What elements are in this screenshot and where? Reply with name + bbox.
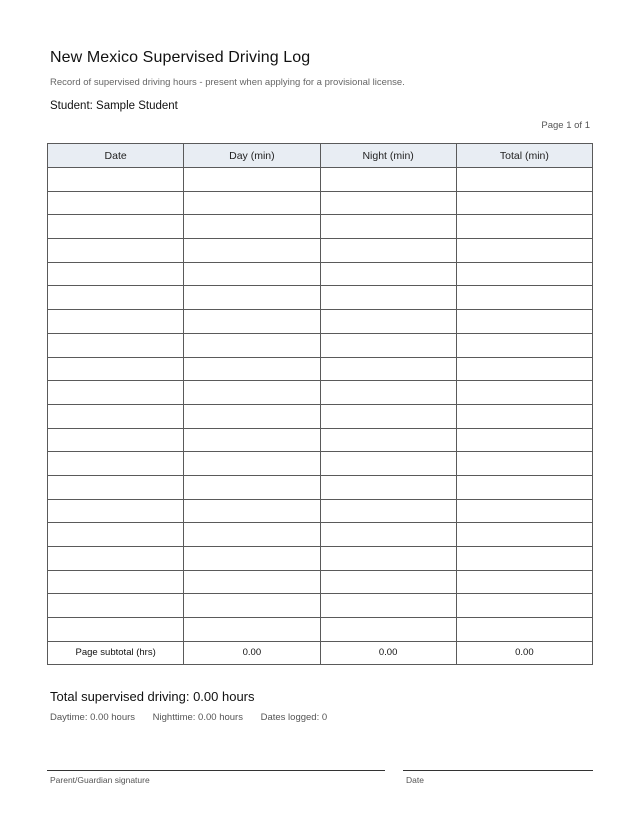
cell-date[interactable] — [48, 239, 184, 263]
cell-day[interactable] — [184, 404, 320, 428]
cell-date[interactable] — [48, 286, 184, 310]
cell-night[interactable] — [320, 381, 456, 405]
total-summary-title: Total supervised driving: 0.00 hours — [50, 689, 255, 704]
cell-date[interactable] — [48, 452, 184, 476]
cell-date[interactable] — [48, 594, 184, 618]
cell-night[interactable] — [320, 594, 456, 618]
cell-total[interactable] — [456, 618, 592, 642]
cell-night[interactable] — [320, 333, 456, 357]
signature-label: Parent/Guardian signature — [50, 775, 150, 785]
totals-breakdown — [50, 712, 342, 723]
cell-total[interactable] — [456, 168, 592, 192]
column-header-date: Date — [48, 144, 184, 168]
cell-night[interactable] — [320, 499, 456, 523]
column-header-day: Day (min) — [184, 144, 320, 168]
driving-log-table — [47, 143, 593, 665]
column-header-total: Total (min) — [456, 144, 592, 168]
cell-night[interactable] — [320, 191, 456, 215]
cell-total[interactable] — [456, 191, 592, 215]
table-row — [48, 523, 593, 547]
table-row — [48, 286, 593, 310]
table-row — [48, 168, 593, 192]
cell-date[interactable] — [48, 523, 184, 547]
table-row — [48, 262, 593, 286]
cell-night[interactable] — [320, 239, 456, 263]
cell-date[interactable] — [48, 428, 184, 452]
cell-night[interactable] — [320, 570, 456, 594]
cell-total[interactable] — [456, 333, 592, 357]
signature-line[interactable] — [47, 770, 385, 771]
table-row — [48, 404, 593, 428]
cell-day[interactable] — [184, 215, 320, 239]
cell-date[interactable] — [48, 191, 184, 215]
cell-total[interactable] — [456, 381, 592, 405]
cell-date[interactable] — [48, 333, 184, 357]
cell-date[interactable] — [48, 168, 184, 192]
cell-total[interactable] — [456, 594, 592, 618]
cell-total[interactable] — [456, 523, 592, 547]
cell-date[interactable] — [48, 547, 184, 571]
cell-day[interactable] — [184, 239, 320, 263]
table-row — [48, 381, 593, 405]
cell-total[interactable] — [456, 428, 592, 452]
cell-night[interactable] — [320, 215, 456, 239]
cell-date[interactable] — [48, 381, 184, 405]
cell-night[interactable] — [320, 523, 456, 547]
page-title: New Mexico Supervised Driving Log — [50, 49, 311, 66]
table-row — [48, 191, 593, 215]
cell-night[interactable] — [320, 428, 456, 452]
nighttime-total: Nighttime: 0.00 hours — [152, 712, 243, 723]
table-row — [48, 428, 593, 452]
cell-date[interactable] — [48, 618, 184, 642]
cell-night[interactable] — [320, 475, 456, 499]
table-body — [48, 168, 593, 642]
table-header-row — [48, 144, 593, 168]
cell-date[interactable] — [48, 310, 184, 334]
cell-day[interactable] — [184, 475, 320, 499]
page-subtitle: Record of supervised driving hours - present when applying for a provisional license. — [50, 77, 405, 88]
cell-day[interactable] — [184, 547, 320, 571]
cell-night[interactable] — [320, 547, 456, 571]
cell-total[interactable] — [456, 570, 592, 594]
cell-day[interactable] — [184, 499, 320, 523]
cell-total[interactable] — [456, 262, 592, 286]
table-row — [48, 452, 593, 476]
cell-total[interactable] — [456, 239, 592, 263]
table-row — [48, 357, 593, 381]
table-row — [48, 333, 593, 357]
table-row — [48, 499, 593, 523]
subtotal-row — [48, 641, 593, 664]
cell-night[interactable] — [320, 618, 456, 642]
cell-night[interactable] — [320, 168, 456, 192]
cell-day[interactable] — [184, 452, 320, 476]
table-row — [48, 547, 593, 571]
cell-total[interactable] — [456, 357, 592, 381]
cell-total[interactable] — [456, 475, 592, 499]
subtotal-night: 0.00 — [320, 641, 456, 664]
cell-date[interactable] — [48, 215, 184, 239]
cell-date[interactable] — [48, 475, 184, 499]
cell-day[interactable] — [184, 381, 320, 405]
cell-night[interactable] — [320, 310, 456, 334]
daytime-total: Daytime: 0.00 hours — [50, 712, 136, 723]
cell-day[interactable] — [184, 618, 320, 642]
cell-total[interactable] — [456, 286, 592, 310]
table-row — [48, 239, 593, 263]
page-number: Page 1 of 1 — [541, 120, 590, 131]
dates-logged: Dates logged: 0 — [260, 712, 328, 723]
cell-total[interactable] — [456, 452, 592, 476]
cell-night[interactable] — [320, 286, 456, 310]
cell-night[interactable] — [320, 452, 456, 476]
cell-day[interactable] — [184, 570, 320, 594]
cell-total[interactable] — [456, 404, 592, 428]
cell-night[interactable] — [320, 404, 456, 428]
date-label: Date — [406, 775, 424, 785]
cell-day[interactable] — [184, 333, 320, 357]
cell-day[interactable] — [184, 191, 320, 215]
cell-night[interactable] — [320, 357, 456, 381]
cell-day[interactable] — [184, 310, 320, 334]
cell-date[interactable] — [48, 357, 184, 381]
cell-date[interactable] — [48, 570, 184, 594]
cell-date[interactable] — [48, 499, 184, 523]
cell-day[interactable] — [184, 168, 320, 192]
cell-day[interactable] — [184, 594, 320, 618]
column-header-night: Night (min) — [320, 144, 456, 168]
cell-total[interactable] — [456, 310, 592, 334]
subtotal-day: 0.00 — [184, 641, 320, 664]
cell-date[interactable] — [48, 404, 184, 428]
cell-day[interactable] — [184, 428, 320, 452]
date-line[interactable] — [403, 770, 593, 771]
cell-date[interactable] — [48, 262, 184, 286]
cell-night[interactable] — [320, 262, 456, 286]
table-row — [48, 618, 593, 642]
cell-day[interactable] — [184, 357, 320, 381]
table-row — [48, 475, 593, 499]
subtotal-label: Page subtotal (hrs) — [48, 641, 184, 664]
cell-total[interactable] — [456, 215, 592, 239]
table-row — [48, 310, 593, 334]
cell-day[interactable] — [184, 523, 320, 547]
cell-total[interactable] — [456, 547, 592, 571]
student-name: Student: Sample Student — [50, 100, 178, 112]
cell-total[interactable] — [456, 499, 592, 523]
cell-day[interactable] — [184, 262, 320, 286]
subtotal-total: 0.00 — [456, 641, 592, 664]
table-row — [48, 594, 593, 618]
cell-day[interactable] — [184, 286, 320, 310]
table-row — [48, 215, 593, 239]
table-row — [48, 570, 593, 594]
